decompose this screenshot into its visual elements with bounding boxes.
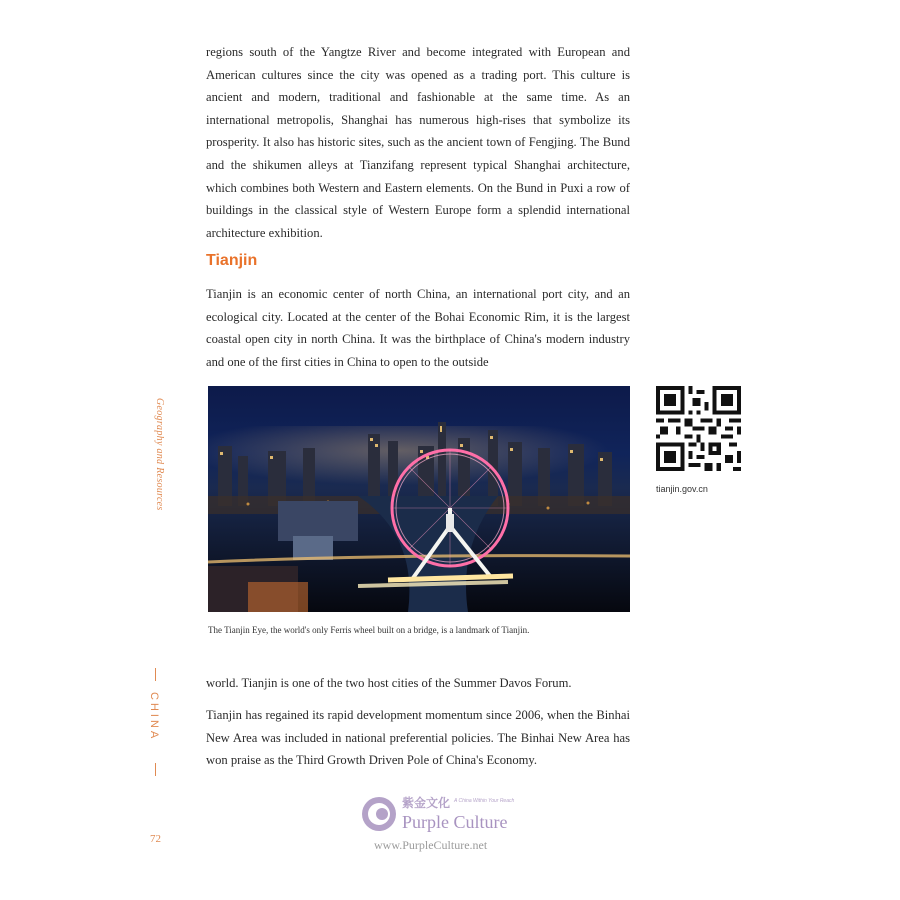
paragraph-tianjin-intro: Tianjin is an economic center of north China, an international port city, and an ecological city. Located at the center of the Bohai Economic Rim, it is the largest coastal open city in north China. It was the birthplace of China's modern industry and one of the first cities in China to open to the outside: [206, 287, 630, 369]
tianjin-eye-photo: [208, 386, 630, 612]
sidebar-section-title: Geography and Resources: [154, 398, 165, 511]
purple-culture-logo-icon: [360, 794, 398, 834]
paragraph-shanghai: regions south of the Yangtze River and become integrated with European and American cultures since the city was opened as a trading port. This culture is ancient and modern, traditional and fashionable at the same time. As an international metropolis, Shanghai has numerous high-rises that symbolize its prosperity. It also has historic sites, such as the ancient town of Fengjing. The Bund and the shikumen alleys at Tianzifang represent typical Shanghai architecture, which combines both Western and Eastern elements. On the Bund in Puxi a row of buildings in the classical style of Western Europe form a splendid international architecture exhibition.: [206, 45, 630, 240]
watermark-chinese-text: 紫金文化: [402, 796, 451, 810]
purple-culture-watermark: [360, 792, 550, 858]
paragraph-tianjin-world: world. Tianjin is one of the two host cities of the Summer Davos Forum.: [206, 676, 572, 690]
watermark-tagline: A China Within Your Reach: [454, 798, 515, 804]
paragraph-binhai: Tianjin has regained its rapid development momentum since 2006, when the Binhai New Area was included in national preferential policies. The Binhai New Area has won praise as the Third Growth Driven Pole of China's Economy.: [206, 708, 630, 768]
section-heading-tianjin: Tianjin: [206, 252, 258, 269]
qr-url-label: tianjin.gov.cn: [656, 484, 708, 494]
night-city-illustration: [208, 386, 630, 612]
qr-code[interactable]: [656, 386, 741, 471]
watermark-brand-name: Purple Culture: [402, 812, 508, 832]
sidebar-divider-bottom: [155, 763, 156, 776]
photo-caption: The Tianjin Eye, the world's only Ferris wheel built on a bridge, is a landmark of Tianjin.: [208, 625, 530, 635]
sidebar-country-label: CHINA: [148, 692, 160, 742]
page-number: 72: [150, 833, 161, 845]
sidebar-divider-top: [155, 668, 156, 681]
watermark-url: www.PurpleCulture.net: [374, 838, 488, 852]
